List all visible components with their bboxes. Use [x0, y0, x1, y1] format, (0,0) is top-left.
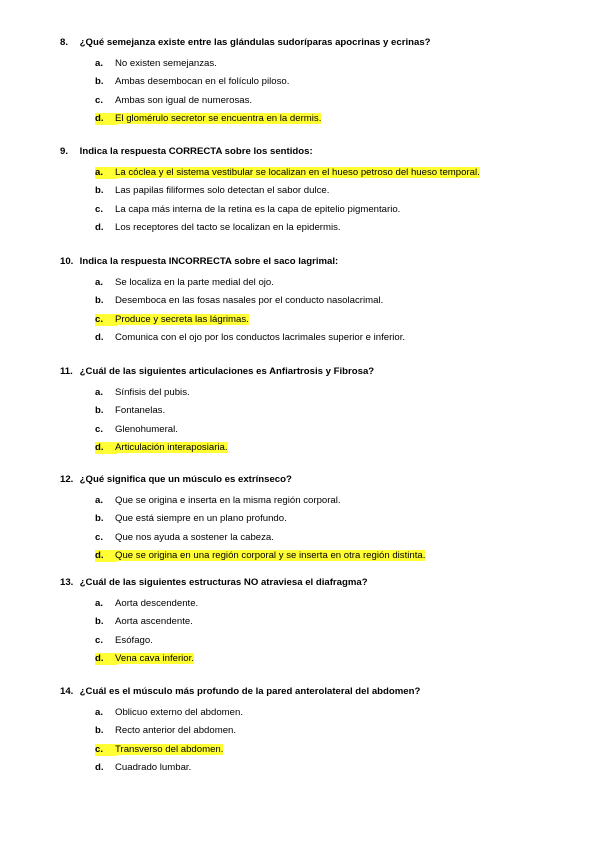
answer-option-highlighted — [95, 442, 560, 454]
answer-option — [95, 598, 560, 610]
answer-option — [95, 332, 560, 344]
option-letter: d. — [95, 332, 104, 344]
option-text: Fontanelas. — [115, 405, 166, 417]
option-letter: a. — [95, 706, 104, 718]
option-letter: b. — [95, 76, 104, 88]
answer-option — [95, 387, 560, 399]
option-text: Desemboca en las fosas nasales por el conducto nasolacrimal. — [115, 295, 384, 307]
question-block — [60, 686, 560, 774]
question-text: Indica la respuesta CORRECTA sobre los sentidos: — [79, 146, 313, 157]
option-letter: c. — [95, 634, 104, 646]
option-letter: c. — [95, 744, 117, 756]
answer-option — [95, 532, 560, 544]
question-text: Indica la respuesta INCORRECTA sobre el saco lagrimal: — [79, 256, 339, 267]
option-text: Aorta descendente. — [115, 597, 199, 609]
answer-option — [95, 405, 560, 417]
question-block — [60, 366, 560, 454]
answer-option — [95, 58, 560, 70]
answer-option — [95, 95, 560, 107]
question-block — [60, 146, 560, 234]
option-letter: a. — [95, 167, 117, 179]
option-text: Oblicuo externo del abdomen. — [115, 706, 243, 718]
question-title — [60, 474, 560, 486]
question-block — [60, 474, 560, 562]
option-letter: d. — [95, 550, 117, 562]
answer-option-highlighted — [95, 744, 560, 756]
question-text: ¿Cuál de las siguientes estructuras NO atraviesa el diafragma? — [79, 577, 368, 588]
question-title — [60, 366, 560, 378]
option-text: Que se origina en una región corporal y se inserta en otra región distinta. — [115, 550, 426, 562]
question-number: 11. — [60, 366, 73, 377]
option-letter: a. — [95, 276, 104, 288]
option-letter: d. — [95, 442, 117, 454]
option-text: Articulación interaposiaria. — [115, 442, 228, 454]
question-number: 9. — [60, 146, 69, 157]
option-text: El glomérulo secretor se encuentra en la dermis. — [115, 113, 322, 125]
question-number: 14. — [60, 686, 74, 697]
option-letter: d. — [95, 653, 117, 665]
question-title — [60, 146, 560, 158]
answer-option-highlighted — [95, 314, 560, 326]
question-number: 12. — [60, 474, 74, 485]
option-text: Que nos ayuda a sostener la cabeza. — [115, 531, 274, 543]
answer-option — [95, 424, 560, 436]
answer-option — [95, 295, 560, 307]
answer-option — [95, 277, 560, 289]
option-letter: b. — [95, 513, 104, 525]
option-letter: c. — [95, 314, 117, 326]
option-letter: b. — [95, 295, 104, 307]
option-text: Que está siempre en un plano profundo. — [115, 513, 287, 525]
question-text: ¿Cuál es el músculo más profundo de la pared anterolateral del abdomen? — [79, 686, 421, 697]
option-text: Esófago. — [115, 634, 153, 646]
option-text: Aorta ascendente. — [115, 616, 193, 628]
option-text: Glenohumeral. — [115, 423, 178, 435]
option-letter: d. — [95, 222, 104, 234]
answer-option-highlighted — [95, 550, 560, 562]
option-text: Los receptores del tacto se localizan en la epidermis. — [115, 222, 341, 234]
answer-option — [95, 725, 560, 737]
question-block — [60, 577, 560, 665]
option-letter: b. — [95, 185, 104, 197]
option-text: Produce y secreta las lágrimas. — [115, 313, 249, 325]
option-letter: a. — [95, 57, 104, 69]
question-number: 8. — [60, 37, 69, 48]
question-text: ¿Qué semejanza existe entre las glándulas sudoríparas apocrinas y ecrinas? — [79, 37, 431, 48]
answer-option — [95, 762, 560, 774]
option-letter: c. — [95, 203, 104, 215]
question-number: 13. — [60, 577, 74, 588]
option-letter: c. — [95, 531, 104, 543]
option-text: Recto anterior del abdomen. — [115, 725, 237, 737]
answer-options — [60, 598, 560, 666]
option-letter: b. — [95, 405, 104, 417]
question-title — [60, 577, 560, 589]
option-text: Comunica con el ojo por los conductos lacrimales superior e inferior. — [115, 332, 406, 344]
option-letter: d. — [95, 762, 104, 774]
answer-options — [60, 167, 560, 235]
option-text: La capa más interna de la retina es la capa de epitelio pigmentario. — [115, 203, 401, 215]
answer-option-highlighted — [95, 113, 560, 125]
option-text: Cuadrado lumbar. — [115, 762, 192, 774]
option-letter: a. — [95, 494, 104, 506]
answer-option — [95, 513, 560, 525]
option-text: La cóclea y el sistema vestibular se localizan en el hueso petroso del hueso temporal. — [115, 166, 480, 178]
option-text: Transverso del abdomen. — [115, 743, 224, 755]
option-letter: b. — [95, 725, 104, 737]
question-title — [60, 37, 560, 49]
option-text: No existen semejanzas. — [115, 57, 217, 69]
answer-options — [60, 387, 560, 455]
option-letter: b. — [95, 616, 104, 628]
option-text: Ambas son igual de numerosas. — [115, 94, 253, 106]
question-block — [60, 256, 560, 344]
option-text: Se localiza en la parte medial del ojo. — [115, 276, 274, 288]
answer-option — [95, 616, 560, 628]
option-letter: c. — [95, 94, 104, 106]
option-letter: a. — [95, 597, 104, 609]
option-letter: d. — [95, 113, 117, 125]
option-text: Ambas desembocan en el folículo piloso. — [115, 76, 290, 88]
option-text: Que se origina e inserta en la misma región corporal. — [115, 494, 341, 506]
answer-options — [60, 58, 560, 126]
question-title — [60, 256, 560, 268]
question-number: 10. — [60, 256, 74, 267]
answer-option — [95, 635, 560, 647]
answer-option — [95, 495, 560, 507]
answer-options — [60, 277, 560, 345]
answer-option — [95, 222, 560, 234]
answer-option-highlighted — [95, 167, 560, 179]
option-text: Vena cava inferior. — [115, 653, 194, 665]
answer-option — [95, 707, 560, 719]
answer-option-highlighted — [95, 653, 560, 665]
answer-option — [95, 204, 560, 216]
question-title — [60, 686, 560, 698]
option-text: Las papilas filiformes solo detectan el sabor dulce. — [115, 185, 330, 197]
answer-option — [95, 76, 560, 88]
answer-options — [60, 707, 560, 775]
option-text: Sínfisis del pubis. — [115, 386, 190, 398]
answer-options — [60, 495, 560, 563]
question-text: ¿Cuál de las siguientes articulaciones es Anfiartrosis y Fibrosa? — [79, 366, 375, 377]
answer-option — [95, 185, 560, 197]
question-block — [60, 37, 560, 125]
option-letter: c. — [95, 423, 104, 435]
question-text: ¿Qué significa que un músculo es extrínseco? — [79, 474, 292, 485]
option-letter: a. — [95, 386, 104, 398]
